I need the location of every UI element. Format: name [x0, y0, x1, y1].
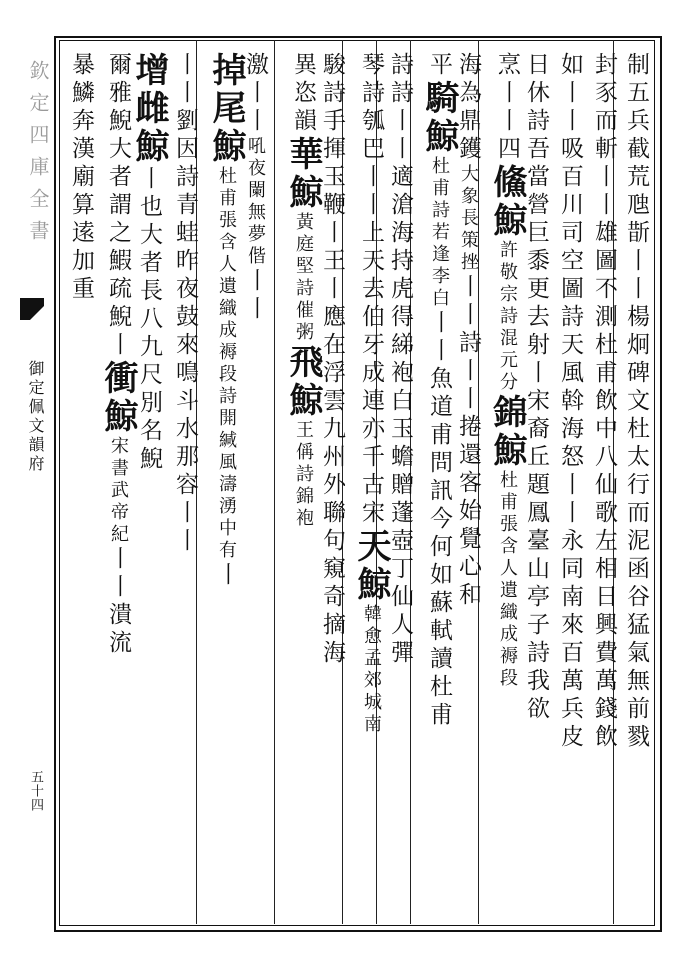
text-segment: 丨丨	[358, 164, 384, 220]
fishtail-mark-icon	[16, 296, 46, 322]
text-column	[587, 52, 621, 752]
headword: 衝鯨	[98, 360, 138, 436]
text-column	[485, 52, 529, 690]
text-segment: 丨	[523, 360, 549, 388]
headword: 騎鯨	[419, 80, 459, 156]
text-segment: 四	[494, 136, 520, 164]
text-segment: 宋裔丘題鳳臺山亭子詩我欲	[523, 388, 549, 724]
text-segment: 丨丨	[455, 274, 481, 330]
text-segment: 琴詩瓠巴	[358, 52, 384, 164]
margin-strip	[16, 30, 50, 930]
text-segment: 聯句窺奇摘海	[319, 500, 345, 668]
text-segment: 許敬宗詩混元分	[497, 240, 518, 394]
headword: 天鯨	[351, 528, 391, 604]
text-segment: 詩	[455, 330, 481, 358]
text-segment: 捲還客始覺心和	[455, 414, 481, 610]
headword: 增	[129, 52, 169, 90]
text-segment: 宋書武帝紀	[108, 436, 129, 546]
book-title: 御定佩文韻府	[26, 360, 45, 474]
text-segment: 黃庭堅詩催粥	[293, 212, 314, 344]
text-column	[168, 52, 202, 556]
text-segment: 丨	[319, 220, 345, 248]
text-segment: 雄圖不測杜甫飲中八仙歌左相日興費萬錢飲	[591, 220, 617, 752]
text-column	[204, 52, 248, 590]
text-segment: 也大者長八九尺別名鯢	[136, 194, 162, 474]
headword: 雌鯨	[129, 90, 169, 166]
text-segment: 異恣韻	[290, 52, 316, 136]
text-segment: 丨	[136, 166, 162, 194]
text-segment: 潰流	[105, 602, 131, 658]
text-segment: 杜甫張含人遺織成褥段詩開緘風濤湧中有	[216, 166, 237, 562]
text-segment: 駿詩手揮玉鞭	[319, 52, 345, 220]
text-segment: 日休詩吾當營巨黍更去射	[523, 52, 549, 360]
text-segment: 丨丨	[105, 546, 131, 602]
text-segment: 暴鱗奔漢廟算逺加重	[68, 52, 94, 304]
text-segment: 激	[242, 52, 268, 80]
text-column	[64, 52, 98, 304]
text-segment: 丨	[105, 332, 131, 360]
column-divider	[274, 40, 275, 924]
text-segment: 應在浮雲九州外	[319, 304, 345, 500]
text-segment: 詩詩	[387, 52, 413, 108]
text-segment: 丨丨	[557, 80, 583, 136]
headword: 鯈鯨	[487, 164, 527, 240]
text-segment: 丨丨	[242, 80, 268, 136]
text-segment: 丨丨	[242, 268, 268, 324]
text-column	[417, 52, 461, 730]
text-segment: 杜甫詩若逢李白	[429, 156, 450, 310]
text-segment: 如	[557, 52, 583, 80]
collection-title: 欽定四庫全書	[26, 60, 50, 252]
headword: 掉尾鯨	[206, 52, 246, 166]
text-segment: 制五兵截荒虺斮	[623, 52, 649, 248]
headword: 錦鯨	[487, 394, 527, 470]
text-segment: 丨丨	[387, 108, 413, 164]
text-column	[553, 52, 587, 752]
text-segment: 烹	[494, 52, 520, 80]
text-segment: 王偁詩錦袍	[293, 420, 314, 530]
text-segment: 丨丨	[557, 472, 583, 528]
text-segment: 封豕而斬	[591, 52, 617, 164]
headword: 華鯨	[283, 136, 323, 212]
text-segment: 丨丨	[172, 500, 198, 556]
text-column	[281, 52, 325, 530]
headword: 飛鯨	[283, 344, 323, 420]
text-segment: 劉因詩青蛙昨夜鼓來鳴斗水那容	[172, 108, 198, 500]
text-segment: 王	[319, 248, 345, 276]
text-segment: 杜甫張含人遺織成褥段	[497, 470, 518, 690]
text-segment: 永同南來百萬兵皮	[557, 528, 583, 752]
text-column	[349, 52, 393, 736]
text-segment: 丨	[213, 562, 239, 590]
text-segment: 韓愈孟郊城南	[361, 604, 382, 736]
text-segment: 適滄海持虎得綈袍白玉蟾贈蓬壺丁仙人彈	[387, 164, 413, 668]
text-segment: 海為鼎鑊	[455, 52, 481, 164]
text-segment: 楊炯碑文杜太行而泥函谷猛氣無前戮	[623, 304, 649, 752]
text-segment: 丨丨	[591, 164, 617, 220]
text-segment: 上天去伯牙成連亦千古宋	[358, 220, 384, 528]
text-segment: 丨丨	[426, 310, 452, 366]
text-segment: 無夢偕	[245, 202, 266, 268]
text-segment: 丨	[319, 276, 345, 304]
text-segment: 丨丨	[623, 248, 649, 304]
text-segment: 丨丨	[172, 52, 198, 108]
text-column	[96, 52, 140, 658]
text-segment: 吸百川司空圖詩天風斡海怒	[557, 136, 583, 472]
page-number: 五十四	[28, 770, 43, 812]
text-segment: 大象長策挫	[458, 164, 479, 274]
text-segment: 魚道甫問訊今何如蘇軾讀杜甫	[426, 366, 452, 730]
text-segment: 吼夜闌	[245, 136, 266, 202]
text-segment: 丨丨	[455, 358, 481, 414]
text-segment: 平	[426, 52, 452, 80]
text-segment: 丨丨	[494, 80, 520, 136]
text-column	[619, 52, 653, 752]
text-segment: 爾雅鯢大者謂之鰕疏鯢	[105, 52, 131, 332]
